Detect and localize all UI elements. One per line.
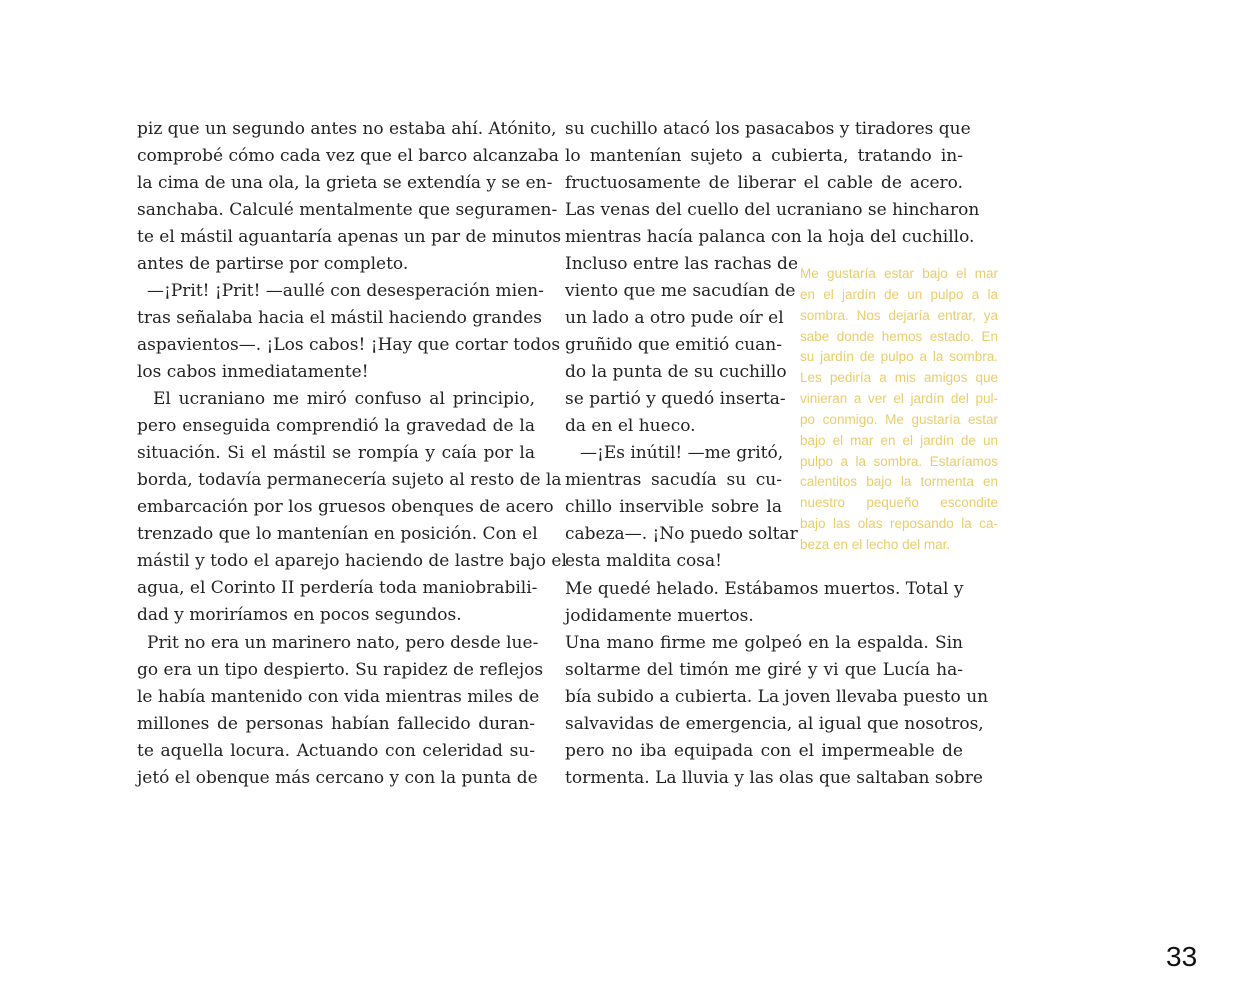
left-line: jetó el obenque más cercano y con la punta de bbox=[137, 768, 538, 788]
right-line: Una mano firme me golpeó en la espalda. Sin bbox=[565, 633, 963, 653]
sidebar-line: beza en el lecho del mar. bbox=[800, 537, 951, 552]
right-line: salvavidas de emergencia, al igual que nosotros, bbox=[565, 714, 984, 734]
left-line: Prit no era un marinero nato, pero desde lue- bbox=[147, 633, 539, 653]
left-line: aspavientos—. ¡Los cabos! ¡Hay que cortar todos bbox=[137, 335, 561, 355]
right-narrow-line: mientras sacudía su cu- bbox=[565, 470, 782, 490]
right-narrow-line: —¡Es inútil! —me gritó, bbox=[580, 443, 784, 463]
sidebar-line: nuestro pequeño escondite bbox=[800, 495, 998, 510]
left-line: antes de partirse por completo. bbox=[137, 254, 409, 274]
left-line: go era un tipo despierto. Su rapidez de reflejos bbox=[137, 660, 544, 680]
right-line: Las venas del cuello del ucraniano se hincharon bbox=[565, 200, 980, 220]
page-number: 33 bbox=[1166, 941, 1198, 972]
left-line: trenzado que lo mantenían en posición. Con el bbox=[137, 524, 538, 544]
sidebar-line: vinieran a ver el jardín del pul- bbox=[800, 391, 998, 406]
right-narrow-line: se partió y quedó inserta- bbox=[565, 389, 786, 409]
left-line: te el mástil aguantaría apenas un par de minutos bbox=[137, 227, 562, 247]
left-line: sanchaba. Calculé mentalmente que seguramen- bbox=[137, 200, 558, 220]
sidebar-line: calentitos bajo la tormenta en bbox=[800, 474, 998, 489]
right-narrow-line: da en el hueco. bbox=[565, 416, 696, 436]
left-line: la cima de una ola, la grieta se extendía y se en- bbox=[137, 173, 553, 193]
left-line: comprobé cómo cada vez que el barco alcanzaba bbox=[137, 146, 559, 166]
sidebar-line: su jardín de pulpo a la sombra. bbox=[800, 349, 998, 364]
right-line: soltarme del timón me giré y vi que Lucía ha- bbox=[565, 660, 963, 680]
right-narrow-line: viento que me sacudían de bbox=[565, 281, 796, 301]
right-line: mientras hacía palanca con la hoja del cuchillo. bbox=[565, 227, 975, 247]
sidebar-line: en el jardín de un pulpo a la bbox=[800, 287, 998, 302]
right-narrow-line: gruñido que emitió cuan- bbox=[565, 335, 782, 355]
sidebar-line: pulpo a la sombra. Estaríamos bbox=[800, 454, 998, 469]
left-line: los cabos inmediatamente! bbox=[137, 362, 369, 382]
right-line: su cuchillo atacó los pasacabos y tiradores que bbox=[565, 119, 971, 139]
right-narrow-line: chillo inservible sobre la bbox=[565, 497, 782, 517]
left-line: pero enseguida comprendió la gravedad de la bbox=[137, 416, 535, 436]
left-line: le había mantenido con vida mientras miles de bbox=[137, 687, 540, 707]
left-line: millones de personas habían fallecido duran- bbox=[137, 714, 535, 734]
left-line: El ucraniano me miró confuso al principio, bbox=[153, 389, 535, 409]
left-line: —¡Prit! ¡Prit! —aullé con desesperación mien- bbox=[147, 281, 544, 301]
right-narrow-line: Incluso entre las rachas de bbox=[565, 254, 799, 274]
left-line: agua, el Corinto II perdería toda maniobrabili- bbox=[137, 578, 538, 598]
sidebar-line: bajo el mar en el jardín de un bbox=[800, 433, 998, 448]
right-line: bía subido a cubierta. La joven llevaba puesto un bbox=[565, 687, 989, 707]
right-narrow-line: esta maldita cosa! bbox=[565, 551, 722, 571]
left-line: te aquella locura. Actuando con celeridad su- bbox=[137, 741, 535, 761]
left-line: piz que un segundo antes no estaba ahí. Atónito, bbox=[137, 119, 557, 139]
right-narrow-line: do la punta de su cuchillo bbox=[565, 362, 787, 382]
sidebar-line: Les pediría a mis amigos que bbox=[800, 370, 998, 385]
right-line: jodidamente muertos. bbox=[565, 606, 754, 626]
left-line: mástil y todo el aparejo haciendo de lastre bajo el bbox=[137, 551, 567, 571]
right-narrow-line: cabeza—. ¡No puedo soltar bbox=[565, 524, 798, 544]
sidebar-line: po conmigo. Me gustaría estar bbox=[800, 412, 998, 427]
sidebar-line: Me gustaría estar bajo el mar bbox=[800, 266, 998, 281]
left-line: tras señalaba hacia el mástil haciendo grandes bbox=[137, 308, 542, 328]
left-line: dad y moriríamos en pocos segundos. bbox=[137, 605, 462, 625]
right-line: pero no iba equipada con el impermeable de bbox=[565, 741, 963, 761]
sidebar-line: sombra. Nos dejaría entrar, ya bbox=[800, 308, 998, 323]
sidebar-line: sabe donde hemos estado. En bbox=[800, 329, 998, 344]
left-line: situación. Si el mástil se rompía y caía por la bbox=[137, 443, 535, 463]
left-line: embarcación por los gruesos obenques de acero bbox=[137, 497, 554, 517]
sidebar-line: bajo las olas reposando la ca- bbox=[800, 516, 998, 531]
right-line: tormenta. La lluvia y las olas que saltaban sobre bbox=[565, 768, 983, 788]
right-line: lo mantenían sujeto a cubierta, tratando in- bbox=[565, 146, 963, 166]
right-line: fructuosamente de liberar el cable de acero. bbox=[565, 173, 963, 193]
right-line: Me quedé helado. Estábamos muertos. Total y bbox=[565, 579, 964, 599]
right-narrow-line: un lado a otro pude oír el bbox=[565, 308, 784, 328]
left-line: borda, todavía permanecería sujeto al resto de la bbox=[137, 470, 562, 490]
